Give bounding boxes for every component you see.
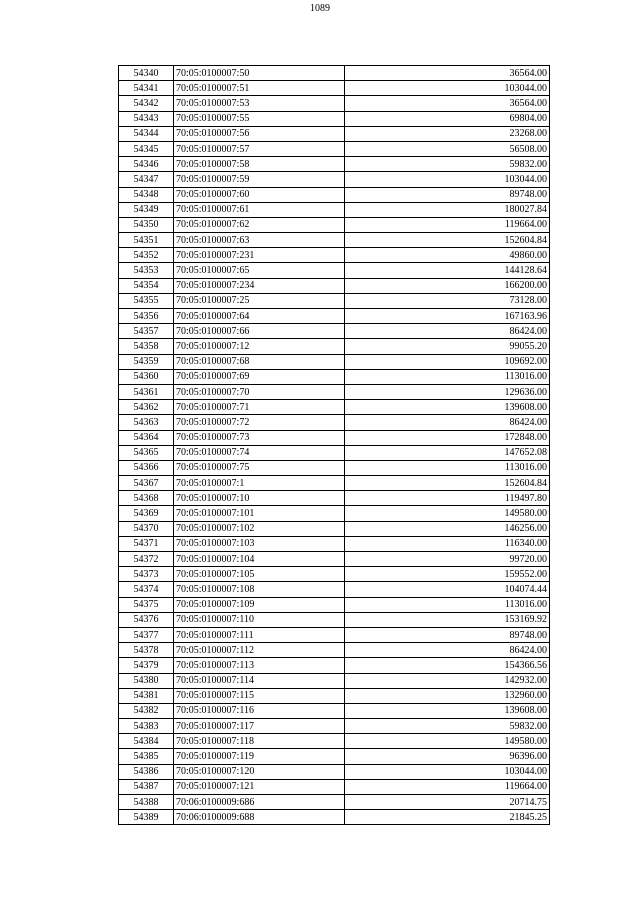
row-number-cell: 54365 <box>119 445 174 460</box>
table-row <box>119 521 550 536</box>
value-cell: 86424.00 <box>345 643 550 658</box>
row-number-cell: 54381 <box>119 688 174 703</box>
table-row <box>119 278 550 293</box>
table-row <box>119 688 550 703</box>
table-row <box>119 172 550 187</box>
row-number-cell: 54364 <box>119 430 174 445</box>
row-number-cell: 54344 <box>119 126 174 141</box>
value-cell: 129636.00 <box>345 384 550 399</box>
row-number-cell: 54385 <box>119 749 174 764</box>
value-cell: 180027.84 <box>345 202 550 217</box>
row-number-cell: 54380 <box>119 673 174 688</box>
table-row <box>119 415 550 430</box>
table-row <box>119 111 550 126</box>
cadastral-number-cell: 70:05:0100007:102 <box>174 521 345 536</box>
row-number-cell: 54342 <box>119 96 174 111</box>
table-row <box>119 217 550 232</box>
table-row <box>119 293 550 308</box>
row-number-cell: 54387 <box>119 779 174 794</box>
table-row <box>119 339 550 354</box>
table-row <box>119 430 550 445</box>
row-number-cell: 54341 <box>119 81 174 96</box>
cadastral-number-cell: 70:05:0100007:108 <box>174 582 345 597</box>
cadastral-number-cell: 70:05:0100007:111 <box>174 627 345 642</box>
cadastral-number-cell: 70:05:0100007:64 <box>174 309 345 324</box>
table-row <box>119 141 550 156</box>
value-cell: 154366.56 <box>345 658 550 673</box>
value-cell: 152604.84 <box>345 476 550 491</box>
table-row <box>119 263 550 278</box>
value-cell: 21845.25 <box>345 810 550 825</box>
row-number-cell: 54345 <box>119 141 174 156</box>
table-row <box>119 354 550 369</box>
cadastral-number-cell: 70:05:0100007:112 <box>174 643 345 658</box>
value-cell: 153169.92 <box>345 612 550 627</box>
row-number-cell: 54374 <box>119 582 174 597</box>
cadastral-number-cell: 70:05:0100007:72 <box>174 415 345 430</box>
table-row <box>119 233 550 248</box>
value-cell: 96396.00 <box>345 749 550 764</box>
table-row <box>119 612 550 627</box>
table-row <box>119 567 550 582</box>
cadastral-number-cell: 70:05:0100007:75 <box>174 460 345 475</box>
cadastral-number-cell: 70:05:0100007:56 <box>174 126 345 141</box>
value-cell: 147652.08 <box>345 445 550 460</box>
table-row <box>119 248 550 263</box>
table-row <box>119 157 550 172</box>
table-row <box>119 673 550 688</box>
value-cell: 159552.00 <box>345 567 550 582</box>
table-row <box>119 795 550 810</box>
row-number-cell: 54349 <box>119 202 174 217</box>
value-cell: 109692.00 <box>345 354 550 369</box>
table-row <box>119 643 550 658</box>
cadastral-number-cell: 70:05:0100007:231 <box>174 248 345 263</box>
table-row <box>119 491 550 506</box>
cadastral-number-cell: 70:05:0100007:1 <box>174 476 345 491</box>
table-row <box>119 749 550 764</box>
table-row <box>119 810 550 825</box>
row-number-cell: 54377 <box>119 627 174 642</box>
cadastral-number-cell: 70:05:0100007:51 <box>174 81 345 96</box>
cadastral-number-cell: 70:05:0100007:118 <box>174 734 345 749</box>
row-number-cell: 54376 <box>119 612 174 627</box>
cadastral-number-cell: 70:05:0100007:10 <box>174 491 345 506</box>
cadastral-number-cell: 70:05:0100007:58 <box>174 157 345 172</box>
row-number-cell: 54388 <box>119 795 174 810</box>
value-cell: 36564.00 <box>345 96 550 111</box>
cadastral-number-cell: 70:05:0100007:62 <box>174 217 345 232</box>
cadastral-value-table <box>118 65 550 825</box>
row-number-cell: 54366 <box>119 460 174 475</box>
table-row <box>119 703 550 718</box>
cadastral-number-cell: 70:05:0100007:12 <box>174 339 345 354</box>
cadastral-number-cell: 70:06:0100009:688 <box>174 810 345 825</box>
cadastral-number-cell: 70:06:0100009:686 <box>174 795 345 810</box>
table-row <box>119 476 550 491</box>
cadastral-number-cell: 70:05:0100007:70 <box>174 384 345 399</box>
cadastral-number-cell: 70:05:0100007:114 <box>174 673 345 688</box>
row-number-cell: 54363 <box>119 415 174 430</box>
cadastral-number-cell: 70:05:0100007:109 <box>174 597 345 612</box>
row-number-cell: 54357 <box>119 324 174 339</box>
table-row <box>119 779 550 794</box>
value-cell: 103044.00 <box>345 764 550 779</box>
row-number-cell: 54382 <box>119 703 174 718</box>
cadastral-number-cell: 70:05:0100007:59 <box>174 172 345 187</box>
cadastral-number-cell: 70:05:0100007:119 <box>174 749 345 764</box>
row-number-cell: 54367 <box>119 476 174 491</box>
page-number: 1089 <box>310 3 330 14</box>
value-cell: 172848.00 <box>345 430 550 445</box>
cadastral-number-cell: 70:05:0100007:73 <box>174 430 345 445</box>
row-number-cell: 54348 <box>119 187 174 202</box>
row-number-cell: 54389 <box>119 810 174 825</box>
value-cell: 23268.00 <box>345 126 550 141</box>
value-cell: 139608.00 <box>345 703 550 718</box>
value-cell: 119497.80 <box>345 491 550 506</box>
cadastral-number-cell: 70:05:0100007:71 <box>174 400 345 415</box>
value-cell: 20714.75 <box>345 795 550 810</box>
table-row <box>119 126 550 141</box>
value-cell: 149580.00 <box>345 734 550 749</box>
table-row <box>119 81 550 96</box>
value-cell: 116340.00 <box>345 536 550 551</box>
row-number-cell: 54350 <box>119 217 174 232</box>
cadastral-number-cell: 70:05:0100007:55 <box>174 111 345 126</box>
row-number-cell: 54346 <box>119 157 174 172</box>
row-number-cell: 54372 <box>119 552 174 567</box>
table-row <box>119 506 550 521</box>
value-cell: 104074.44 <box>345 582 550 597</box>
cadastral-number-cell: 70:05:0100007:53 <box>174 96 345 111</box>
row-number-cell: 54356 <box>119 309 174 324</box>
table-row <box>119 536 550 551</box>
cadastral-number-cell: 70:05:0100007:234 <box>174 278 345 293</box>
row-number-cell: 54369 <box>119 506 174 521</box>
value-cell: 89748.00 <box>345 187 550 202</box>
table-row <box>119 627 550 642</box>
table-row <box>119 764 550 779</box>
cadastral-number-cell: 70:05:0100007:61 <box>174 202 345 217</box>
table-row <box>119 597 550 612</box>
cadastral-number-cell: 70:05:0100007:105 <box>174 567 345 582</box>
value-cell: 99720.00 <box>345 552 550 567</box>
cadastral-number-cell: 70:05:0100007:50 <box>174 66 345 81</box>
value-cell: 139608.00 <box>345 400 550 415</box>
cadastral-number-cell: 70:05:0100007:115 <box>174 688 345 703</box>
cadastral-number-cell: 70:05:0100007:60 <box>174 187 345 202</box>
table-row <box>119 369 550 384</box>
row-number-cell: 54370 <box>119 521 174 536</box>
row-number-cell: 54379 <box>119 658 174 673</box>
row-number-cell: 54384 <box>119 734 174 749</box>
row-number-cell: 54351 <box>119 233 174 248</box>
row-number-cell: 54368 <box>119 491 174 506</box>
table-row <box>119 187 550 202</box>
value-cell: 103044.00 <box>345 172 550 187</box>
table-row <box>119 658 550 673</box>
cadastral-number-cell: 70:05:0100007:121 <box>174 779 345 794</box>
value-cell: 149580.00 <box>345 506 550 521</box>
table-row <box>119 309 550 324</box>
row-number-cell: 54378 <box>119 643 174 658</box>
row-number-cell: 54383 <box>119 719 174 734</box>
value-cell: 167163.96 <box>345 309 550 324</box>
value-cell: 152604.84 <box>345 233 550 248</box>
row-number-cell: 54352 <box>119 248 174 263</box>
cadastral-number-cell: 70:05:0100007:69 <box>174 369 345 384</box>
row-number-cell: 54375 <box>119 597 174 612</box>
table-row <box>119 460 550 475</box>
table-row <box>119 400 550 415</box>
cadastral-number-cell: 70:05:0100007:25 <box>174 293 345 308</box>
value-cell: 86424.00 <box>345 324 550 339</box>
value-cell: 36564.00 <box>345 66 550 81</box>
value-cell: 113016.00 <box>345 460 550 475</box>
table-row <box>119 719 550 734</box>
cadastral-number-cell: 70:05:0100007:120 <box>174 764 345 779</box>
row-number-cell: 54373 <box>119 567 174 582</box>
cadastral-number-cell: 70:05:0100007:113 <box>174 658 345 673</box>
cadastral-number-cell: 70:05:0100007:68 <box>174 354 345 369</box>
value-cell: 49860.00 <box>345 248 550 263</box>
cadastral-number-cell: 70:05:0100007:66 <box>174 324 345 339</box>
table-row <box>119 582 550 597</box>
value-cell: 103044.00 <box>345 81 550 96</box>
value-cell: 166200.00 <box>345 278 550 293</box>
row-number-cell: 54361 <box>119 384 174 399</box>
cadastral-number-cell: 70:05:0100007:110 <box>174 612 345 627</box>
table-row <box>119 445 550 460</box>
cadastral-number-cell: 70:05:0100007:57 <box>174 141 345 156</box>
value-cell: 99055.20 <box>345 339 550 354</box>
value-cell: 119664.00 <box>345 217 550 232</box>
value-cell: 56508.00 <box>345 141 550 156</box>
cadastral-number-cell: 70:05:0100007:103 <box>174 536 345 551</box>
row-number-cell: 54354 <box>119 278 174 293</box>
cadastral-number-cell: 70:05:0100007:74 <box>174 445 345 460</box>
table-row <box>119 96 550 111</box>
row-number-cell: 54358 <box>119 339 174 354</box>
table-row <box>119 734 550 749</box>
value-cell: 146256.00 <box>345 521 550 536</box>
value-cell: 113016.00 <box>345 597 550 612</box>
row-number-cell: 54359 <box>119 354 174 369</box>
value-cell: 69804.00 <box>345 111 550 126</box>
cadastral-number-cell: 70:05:0100007:101 <box>174 506 345 521</box>
row-number-cell: 54353 <box>119 263 174 278</box>
cadastral-number-cell: 70:05:0100007:65 <box>174 263 345 278</box>
row-number-cell: 54362 <box>119 400 174 415</box>
cadastral-number-cell: 70:05:0100007:116 <box>174 703 345 718</box>
row-number-cell: 54355 <box>119 293 174 308</box>
value-cell: 86424.00 <box>345 415 550 430</box>
row-number-cell: 54386 <box>119 764 174 779</box>
value-cell: 89748.00 <box>345 627 550 642</box>
row-number-cell: 54343 <box>119 111 174 126</box>
table-body <box>119 66 550 825</box>
value-cell: 113016.00 <box>345 369 550 384</box>
table-row <box>119 66 550 81</box>
value-cell: 132960.00 <box>345 688 550 703</box>
cadastral-number-cell: 70:05:0100007:63 <box>174 233 345 248</box>
row-number-cell: 54340 <box>119 66 174 81</box>
value-cell: 59832.00 <box>345 157 550 172</box>
value-cell: 73128.00 <box>345 293 550 308</box>
table-row <box>119 324 550 339</box>
cadastral-number-cell: 70:05:0100007:104 <box>174 552 345 567</box>
row-number-cell: 54347 <box>119 172 174 187</box>
row-number-cell: 54360 <box>119 369 174 384</box>
cadastral-number-cell: 70:05:0100007:117 <box>174 719 345 734</box>
table-row <box>119 202 550 217</box>
table-row <box>119 384 550 399</box>
value-cell: 59832.00 <box>345 719 550 734</box>
value-cell: 119664.00 <box>345 779 550 794</box>
row-number-cell: 54371 <box>119 536 174 551</box>
table-row <box>119 552 550 567</box>
value-cell: 144128.64 <box>345 263 550 278</box>
value-cell: 142932.00 <box>345 673 550 688</box>
